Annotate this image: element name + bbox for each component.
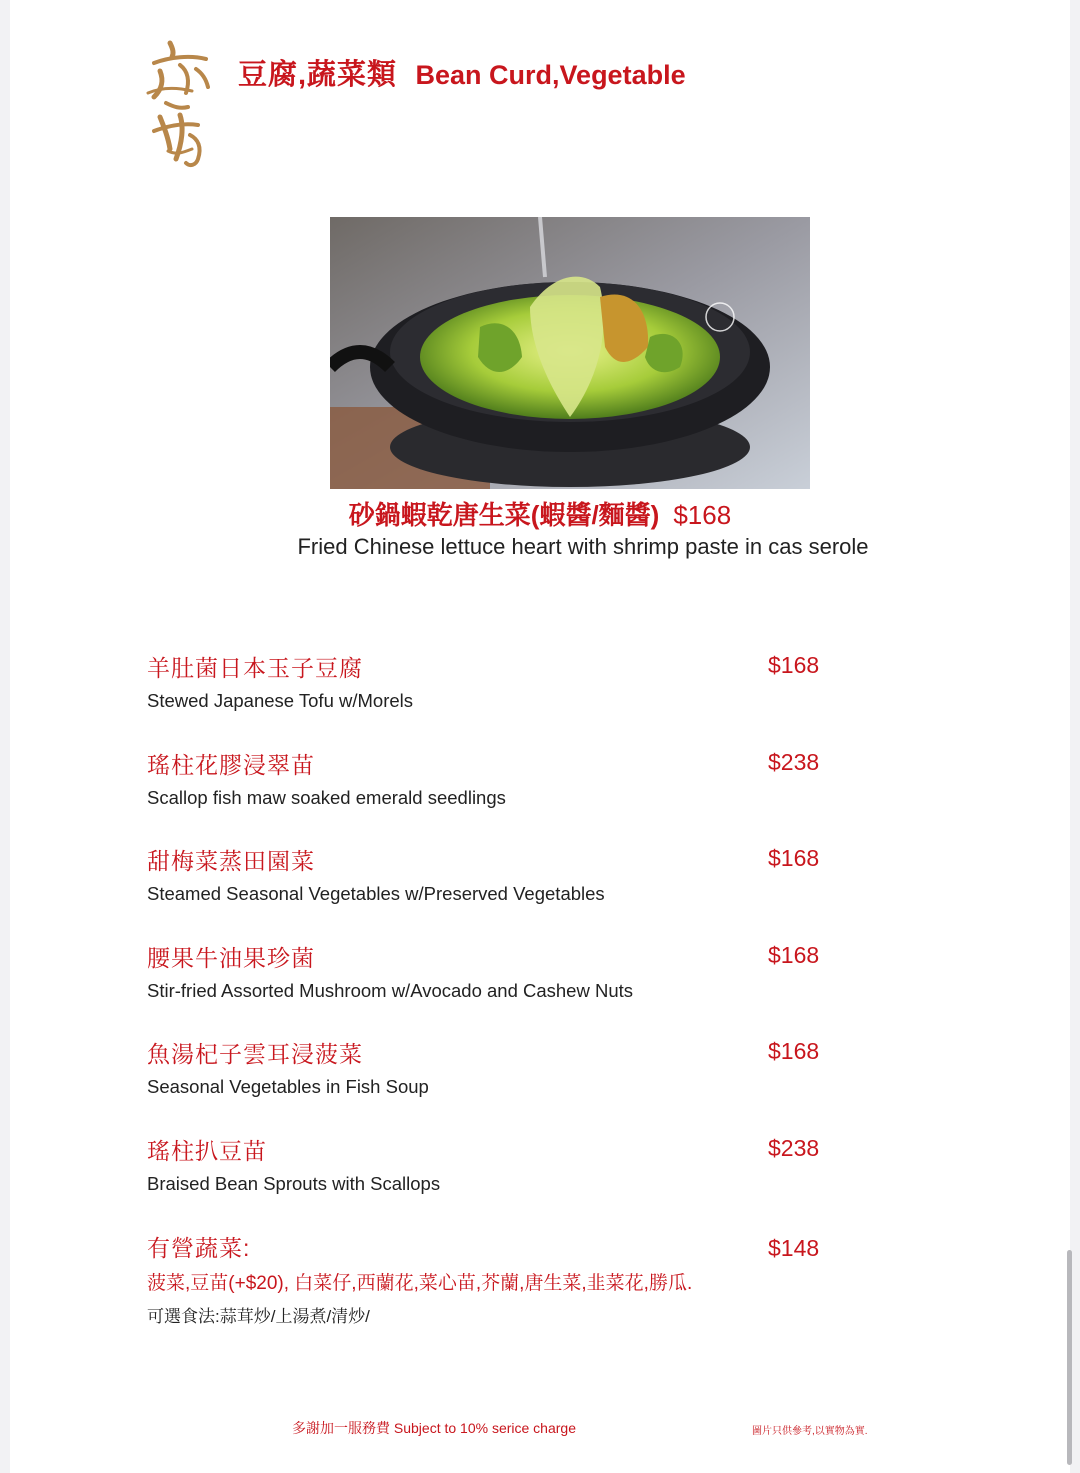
menu-item-name-en: Scallop fish maw soaked emerald seedlings — [147, 786, 506, 808]
menu-item — [147, 747, 827, 844]
menu-item-name-zh: 羊肚菌日本玉子豆腐 — [147, 655, 363, 681]
featured-dish — [0, 495, 1080, 532]
menu-item-price: $168 — [768, 1038, 820, 1064]
dish-photo-icon — [330, 217, 810, 489]
menu-item-name-en: Braised Bean Sprouts with Scallops — [147, 1172, 441, 1194]
menu-item — [147, 650, 827, 747]
menu-item-name-en: Steamed Seasonal Vegetables w/Preserved Vegetables — [147, 883, 605, 904]
menu-item-price: $168 — [768, 941, 820, 968]
menu-item — [147, 843, 827, 940]
menu-item-name-zh: 魚湯杞子雲耳浸菠菜 — [147, 1041, 363, 1067]
calligraphy-logo-icon — [140, 35, 220, 175]
menu-item — [147, 1036, 827, 1133]
menu-item-name-en: Seasonal Vegetables in Fish Soup — [147, 1076, 429, 1097]
menu-item-price: $238 — [768, 1134, 820, 1161]
seasonal-methods: 可選食法:蒜茸炒/上湯煮/清炒/ — [147, 1307, 370, 1326]
menu-item-name-zh: 甜梅菜蒸田園菜 — [147, 848, 315, 874]
section-title-en: Bean Curd,Vegetable — [415, 60, 686, 90]
service-charge-note: 多謝加一服務費 Subject to 10% serice charge — [292, 1420, 576, 1436]
menu-item-price: $238 — [768, 748, 820, 775]
featured-dish-description: Fried Chinese lettuce heart with shrimp paste in cas serole — [297, 534, 869, 559]
menu-item-name-en: Stir-fried Assorted Mushroom w/Avocado and Cashew Nuts — [147, 979, 634, 1001]
menu-item-name-en: Stewed Japanese Tofu w/Morels — [147, 690, 414, 711]
menu-item-name-zh: 腰果牛油果珍菌 — [147, 944, 315, 971]
menu-item-price: $168 — [768, 652, 820, 678]
featured-dish-name: 砂鍋蝦乾唐生菜(蝦醬/麵醬) — [348, 500, 660, 530]
menu-item-price: $168 — [768, 845, 820, 871]
seasonal-options: 菠菜,豆苗(+$20), 白菜仔,西蘭花,菜心苗,芥蘭,唐生菜,韭菜花,勝瓜. — [147, 1273, 693, 1294]
seasonal-title: 有營蔬菜: — [147, 1235, 251, 1261]
menu-item — [147, 1133, 827, 1230]
featured-dish-price: $168 — [673, 500, 732, 530]
menu-list — [147, 650, 827, 1229]
section-title — [238, 52, 686, 93]
seasonal-price: $148 — [768, 1235, 820, 1261]
scrollbar[interactable] — [1067, 1250, 1072, 1465]
menu-item-name-zh: 瑤柱花膠浸翠苗 — [147, 751, 315, 778]
menu-item — [147, 940, 827, 1037]
photo-disclaimer: 圖片只供參考,以實物為實. — [752, 1426, 868, 1437]
menu-item-name-zh: 瑤柱扒豆苗 — [147, 1137, 267, 1164]
section-title-zh: 豆腐,蔬菜類 — [238, 59, 398, 91]
